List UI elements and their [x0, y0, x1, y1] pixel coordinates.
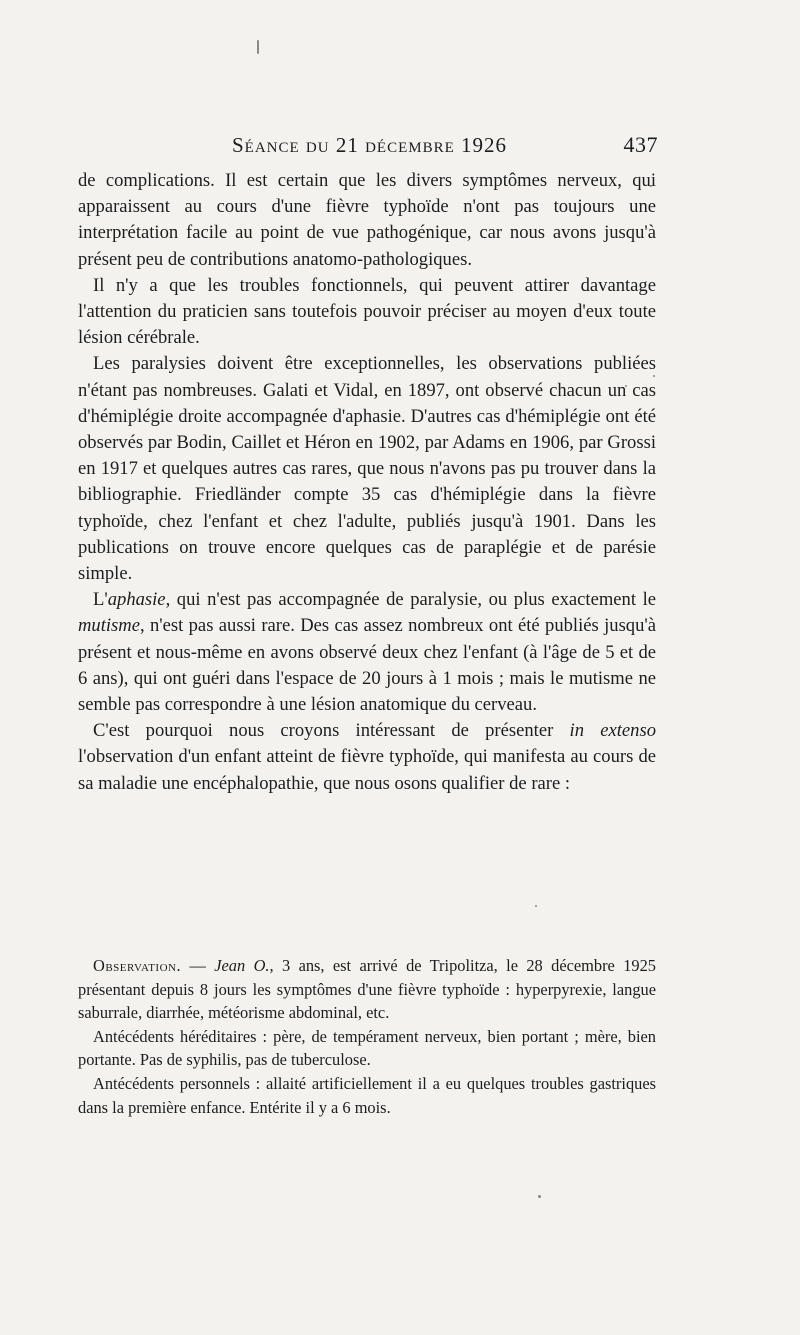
observation-text: Antécédents héréditaires : père, de tempérament nerveux, bien portant ; mère, bien portante. Pas de syphilis, pas de tuberculose. — [78, 1026, 656, 1070]
paragraph-text: C'est pourquoi nous croyons intéressant de présenter — [93, 720, 570, 742]
main-text — [78, 168, 656, 797]
print-speck — [257, 40, 259, 54]
observation-heading: Observation. — [93, 956, 182, 975]
observation-text: , 3 ans, est arrivé de Tripolitza, le 28 décembre 1925 présentant depuis 8 jours les symptômes d'une fièvre typhoïde : hyperpyrexie, langue saburrale, diarrhée, météorisme abdominal, etc. — [78, 956, 656, 1023]
paragraph — [78, 587, 656, 718]
paragraph-text: l'observation d'un enfant atteint de fièvre typhoïde, qui manifesta au cours de sa maladie une encéphalopathie, que nous osons qualifier de rare : — [78, 746, 656, 794]
print-speck — [538, 1195, 541, 1198]
paragraph — [78, 273, 656, 352]
observation-paragraph — [78, 954, 656, 1025]
observation-block — [78, 954, 656, 1119]
paragraph-text: , n'est pas aussi rare. Des cas assez nombreux ont été publiés jusqu'à présent et nous-même en avons observé deux chez l'enfant (à l'âge de 5 et de 6 ans), qui ont guéri dans l'espace de 20 jours à 1 mois ; mais le mutisme ne semble pas correspondre à une lésion anatomique du cerveau. — [78, 615, 656, 716]
page-number: 437 — [623, 132, 658, 157]
print-speck — [535, 905, 537, 907]
paragraph-text: de complications. Il est certain que les divers symptômes nerveux, qui apparaissent au cours d'une fièvre typhoïde n'ont pas toujours une interprétation facile au point de vue pathogénique, car nous avons jusqu'à présent peu de contributions anatomo-pathologiques. — [78, 170, 656, 270]
observation-paragraph — [78, 1025, 656, 1072]
italic-term: mutisme — [78, 615, 140, 637]
paragraph — [78, 351, 656, 587]
running-header — [232, 132, 658, 162]
patient-name: Jean O. — [214, 956, 270, 975]
paragraph-text: Les paralysies doivent être exceptionnelles, les observations publiées n'étant pas nombreuses. Galati et Vidal, en 1897, ont observé chacun un cas d'hémiplégie droite accompagnée d'aphasie. D'autres cas d'hémiplégie ont été observés par Bodin, Caillet et Héron en 1902, par Adams en 1906, par Grossi en 1917 et quelques autres cas rares, que nous n'avons pas pu trouver dans la bibliographie. Friedländer compte 35 cas d'hémiplégie dans la fièvre typhoïde, chez l'enfant et chez l'adulte, publiés jusqu'à 1901. Dans les publications on trouve encore quelques cas de paraplégie et de parésie simple. — [78, 353, 656, 585]
paragraph-text: Il n'y a que les troubles fonctionnels, qui peuvent attirer davantage l'attention du praticien sans toutefois pouvoir préciser au moyen d'eux toute lésion cérébrale. — [78, 274, 656, 349]
paragraph — [78, 168, 656, 273]
italic-term: in extenso — [569, 720, 657, 742]
observation-text: — — [181, 956, 215, 975]
paragraph-text: L' — [93, 589, 108, 611]
observation-paragraph — [78, 1072, 656, 1119]
paragraph-text: , qui n'est pas accompagnée de paralysie, ou plus exactement le — [165, 589, 656, 611]
running-title: Séance du 21 décembre 1926 — [232, 133, 508, 157]
italic-term: aphasie — [107, 589, 166, 611]
paragraph — [78, 718, 656, 797]
observation-text: Antécédents personnels : allaité artificiellement il a eu quelques troubles gastriques dans la première enfance. Entérite il y a 6 mois. — [78, 1073, 656, 1117]
